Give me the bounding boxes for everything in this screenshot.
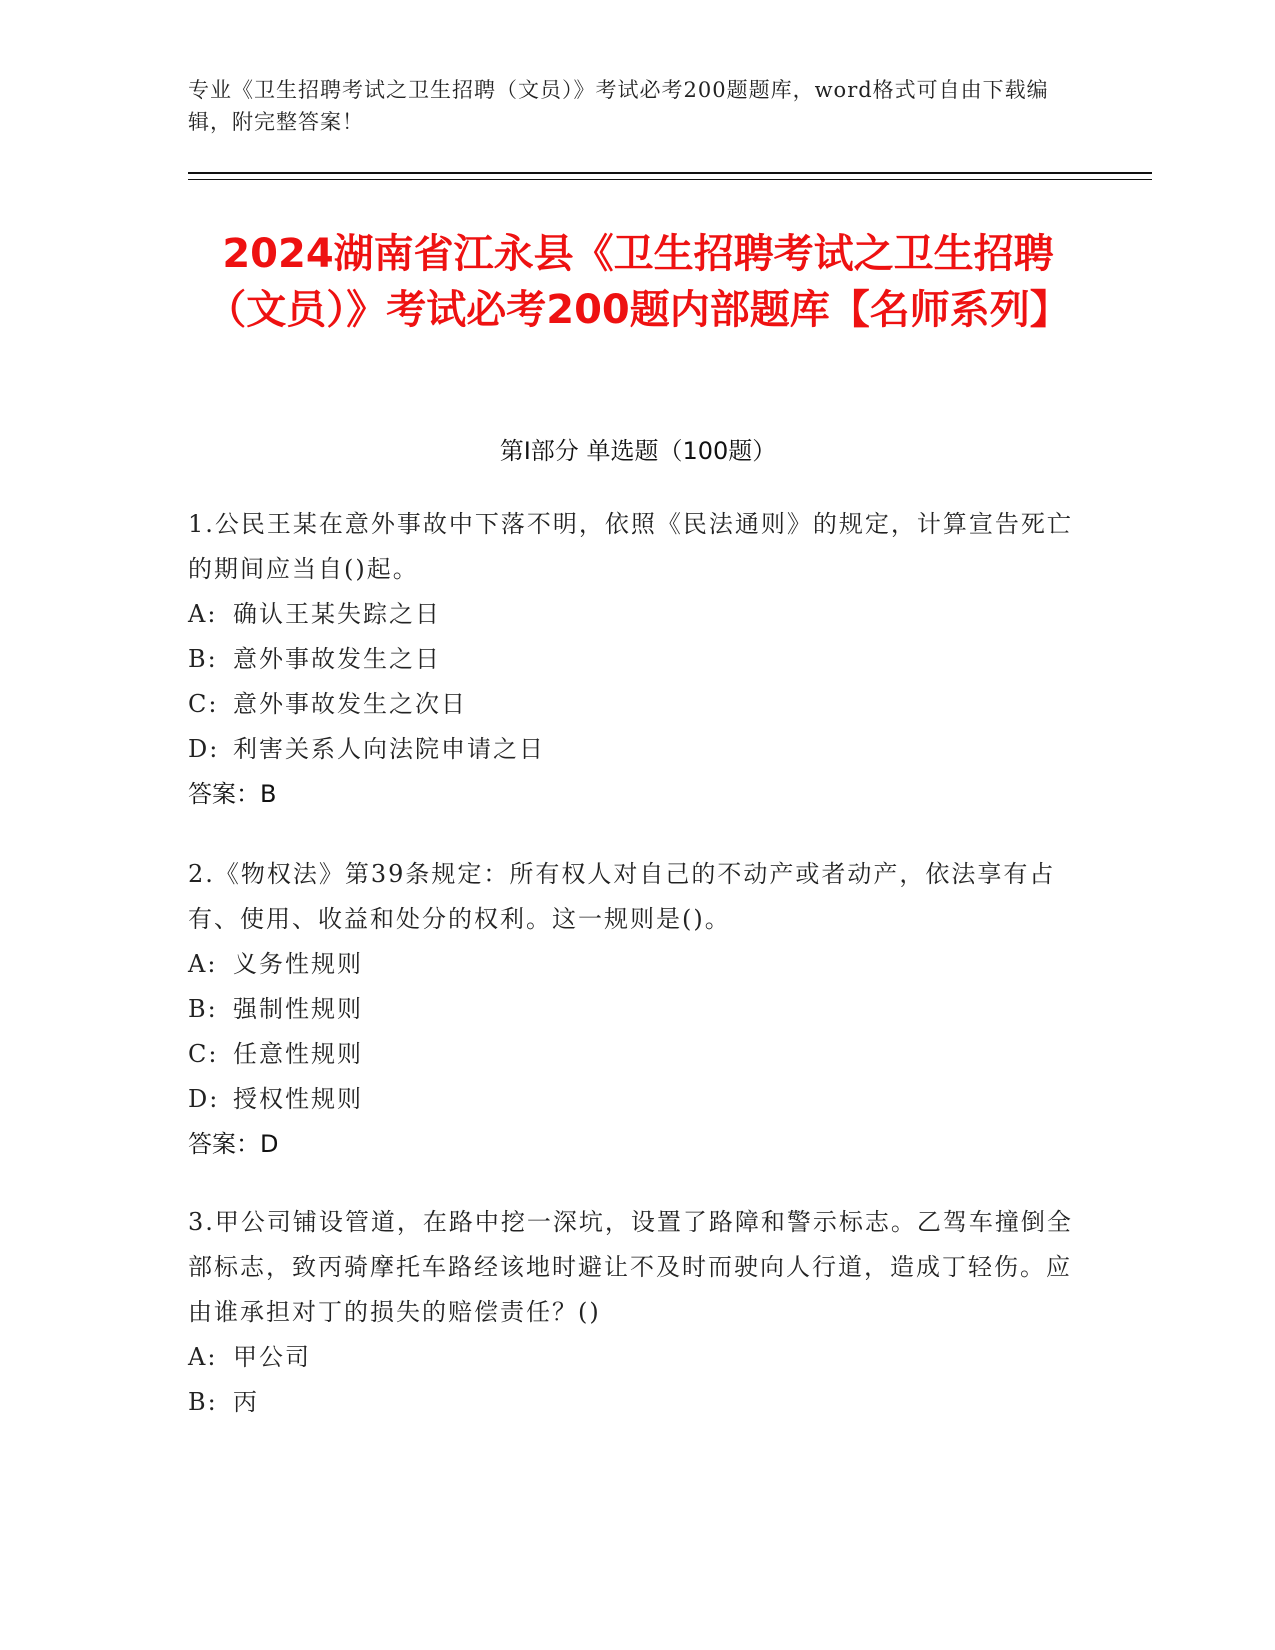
header-divider-thin	[188, 179, 1152, 180]
option-text: 义务性规则	[233, 950, 363, 978]
question-1	[188, 502, 1078, 817]
option-text: 甲公司	[233, 1343, 311, 1371]
option-a	[188, 592, 1078, 637]
section-heading: 第I部分 单选题（100题）	[499, 437, 777, 465]
option-letter: B:	[188, 995, 218, 1023]
option-c	[188, 1032, 1078, 1077]
option-text: 意外事故发生之次日	[233, 690, 467, 718]
option-text: 丙	[233, 1388, 259, 1416]
option-b	[188, 987, 1078, 1032]
option-a	[188, 942, 1078, 987]
answer-line: 答案：B	[188, 780, 277, 808]
header-divider-thick	[188, 172, 1152, 174]
question-stem: 2.《物权法》第39条规定：所有权人对自己的不动产或者动产，依法享有占有、使用、收益和处分的权利。这一规则是()。	[188, 860, 1056, 933]
question-3	[188, 1200, 1078, 1425]
option-letter: C:	[188, 690, 219, 718]
option-letter: C:	[188, 1040, 219, 1068]
option-d	[188, 727, 1078, 772]
option-text: 强制性规则	[233, 995, 363, 1023]
option-c	[188, 682, 1078, 727]
answer-line: 答案：D	[188, 1130, 279, 1158]
option-letter: B:	[188, 645, 218, 673]
question-stem: 3.甲公司铺设管道，在路中挖一深坑，设置了路障和警示标志。乙驾车撞倒全部标志，致丙骑摩托车路经该地时避让不及时而驶向人行道，造成丁轻伤。应由谁承担对丁的损失的赔偿责任？()	[188, 1208, 1073, 1326]
option-text: 确认王某失踪之日	[233, 600, 441, 628]
option-text: 任意性规则	[233, 1040, 363, 1068]
option-d	[188, 1077, 1078, 1122]
option-a	[188, 1335, 1078, 1380]
option-letter: D:	[188, 735, 220, 763]
document-title: 2024湖南省江永县《卫生招聘考试之卫生招聘（文员）》考试必考200题内部题库【名师系列】	[206, 231, 1070, 333]
option-text: 意外事故发生之日	[233, 645, 441, 673]
option-letter: B:	[188, 1388, 218, 1416]
question-stem: 1.公民王某在意外事故中下落不明，依照《民法通则》的规定，计算宣告死亡的期间应当自()起。	[188, 510, 1073, 583]
option-letter: A:	[188, 950, 218, 978]
question-2	[188, 852, 1078, 1167]
option-b	[188, 637, 1078, 682]
option-letter: A:	[188, 1343, 218, 1371]
option-b	[188, 1380, 1078, 1425]
option-letter: D:	[188, 1085, 220, 1113]
option-text: 利害关系人向法院申请之日	[233, 735, 545, 763]
option-text: 授权性规则	[233, 1085, 363, 1113]
header-note: 专业《卫生招聘考试之卫生招聘（文员）》考试必考200题题库，word格式可自由下载编辑，附完整答案！	[188, 78, 1049, 134]
option-letter: A:	[188, 600, 218, 628]
